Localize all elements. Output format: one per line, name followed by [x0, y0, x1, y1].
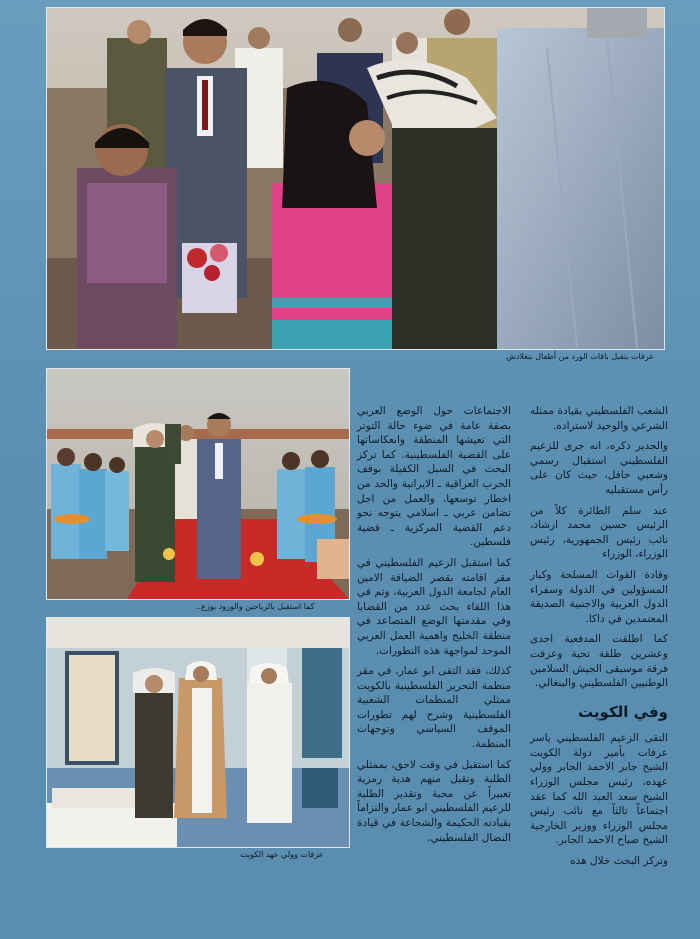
paragraph: عند سلم الطائرة كلاً من الرئيس حسين محمد ارشاد، نائب رئيس الجمهورية، رئيس الوزراء، الوزراء: [530, 504, 668, 561]
photo-bottom-kuwait-meeting: [46, 617, 350, 848]
caption-top: عرفات يتقبل باقات الورد من أطفال بنغلادش: [506, 352, 654, 361]
paragraph: كما استقبل في وقت لاحق، بممثلي الطلبة وتقبل منهم هدية رمزية تعبيراً عن محبة وتقدير الطلبة للزعيم الفلسطيني ابو عمار والتزاماً بقيادته الحكيمة والشجاعة في قيادة النضال الفلسطيني.: [357, 758, 511, 844]
caption-middle: كما استقبل بالرياحين والورود يوزع..: [196, 602, 315, 611]
paragraph: كما اطلقت المدفعية احدى وعشرين طلقة تحية وعزفت فرقة موسيقى الجيش السلامين الوطنيين الفلسطيني والبنغالي.: [530, 633, 668, 690]
article-column-middle: [357, 404, 511, 874]
paragraph: كما استقبل الزعيم الفلسطيني في مقر اقامته بقصر الضيافة الامين العام لجامعة الدول العربية، وتم في هذا اللقاء بحث عدد من القضايا وفي مقدمتها الوضع المتصاعد في منطقة الخليج واهمية العمل العربي الموحد لمواجهة هذه التطورات.: [357, 556, 511, 657]
photo-middle-children-welcome: [46, 368, 350, 600]
caption-bottom: عرفات وولي عهد الكويت: [240, 850, 324, 859]
section-heading-kuwait: وفي الكويت: [578, 702, 668, 721]
paragraph: كذلك، فقد التقى ابو عمار، في مقر منظمة التحرير الفلسطينية بالكويت ممثلي المنظمات الشعبية الفلسطينية وشرح لهم تطورات الموقف السياسي وتوجهات المنظمة.: [357, 665, 511, 751]
paragraph: والجدير ذكره، انه جرى للزعيم الفلسطيني استقبال رسمي وشعبي حافل، حيث كان على رأس مستقبليه: [530, 440, 668, 496]
paragraph: وتركز البحث خلال هذه: [570, 855, 668, 868]
paragraph: التقى الزعيم الفلسطيني ياسر عرفات بأمير دولة الكويت الشيخ جابر الاحمد الجابر وولي عهده، رئيس مجلس الوزراء الشيخ سعد العبد الله كما عقد اجتماعاً ثالثاً مع نائب رئيس مجلس الوزراء ووزير الخارجية الشيخ صباح الاحمد الجابر.: [530, 732, 668, 847]
photo-top-bangladesh-welcome: [46, 7, 665, 350]
article-column-right: [530, 404, 668, 874]
paragraph: الشعب الفلسطيني بقيادة ممثله الشرعي والوحيد لاستراده.: [530, 405, 668, 432]
paragraph: وقادة القوات المسلحة وكبار المسؤولين في الدولة وسفراء الدول العربية والاجنبية الصديقة المعتمدين في داكا.: [530, 568, 668, 625]
paragraph: الاجتماعات حول الوضع العربي بصفة عامة في ضوء حالة التوتر التي تعيشها المنطقة وانعكاساتها على القضية الفلسطينية. كما تركز البحث في السبل الكفيلة بوقف الحرب العراقية ـ الايرانية والحد من اخطار توسعها، والعمل من اجل تضامن عربي ـ اسلامي يتوجه نحو دعم القضية المركزية ـ قضية فلسطين.: [357, 405, 511, 549]
